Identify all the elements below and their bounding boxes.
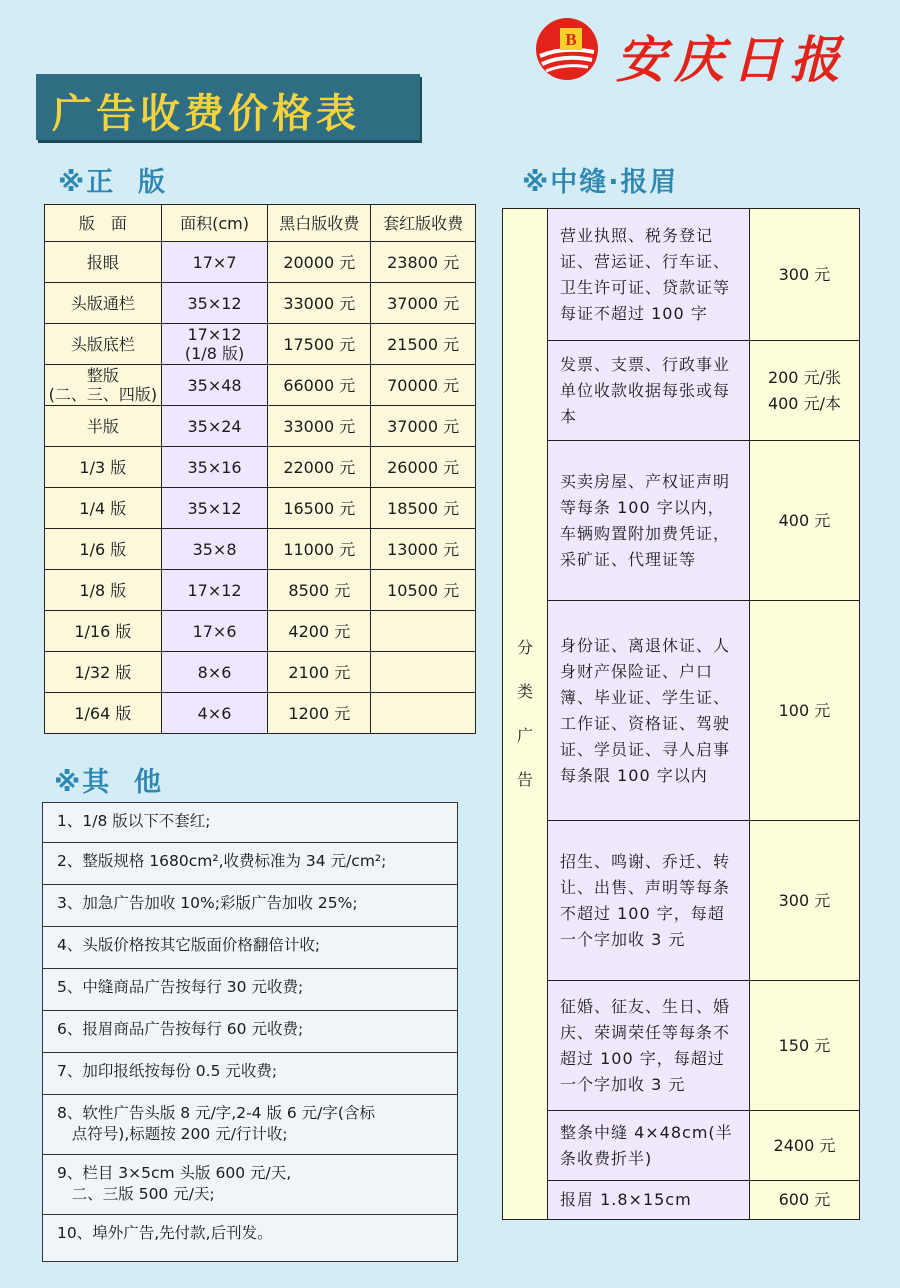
table-cell: 35×16: [161, 447, 268, 488]
ad-type-description: 营业执照、税务登记证、营运证、行车证、卫生许可证、贷款证等每证不超过 100 字: [548, 209, 750, 341]
table-cell: 33000 元: [268, 283, 371, 324]
table-cell: 26000 元: [371, 447, 476, 488]
table-cell: 17×12: [161, 570, 268, 611]
ad-type-description: 身份证、离退休证、人身财产保险证、户口簿、毕业证、学生证、工作证、资格证、驾驶证、学员证、寻人启事每条限 100 字以内: [548, 601, 750, 821]
table-cell: 37000 元: [371, 406, 476, 447]
table-row: [45, 283, 476, 324]
table-row: [503, 1181, 860, 1220]
table-row: [45, 447, 476, 488]
list-item: 8、软性广告头版 8 元/字,2-4 版 6 元/字(含标 点符号),标题按 200 元/行计收;: [43, 1095, 457, 1155]
table-row: [503, 341, 860, 441]
table-cell: 17×12 (1/8 版): [161, 324, 268, 365]
other-notes-list: [42, 802, 458, 1262]
table-cell: 22000 元: [268, 447, 371, 488]
table-cell: 头版通栏: [45, 283, 162, 324]
table-cell: 1/16 版: [45, 611, 162, 652]
ad-price: 150 元: [749, 981, 859, 1111]
table-cell: 23800 元: [371, 242, 476, 283]
table-cell: 35×24: [161, 406, 268, 447]
table-row: [45, 365, 476, 406]
table-row: [503, 441, 860, 601]
svg-text:B: B: [565, 30, 577, 49]
ad-price: 100 元: [749, 601, 859, 821]
table-row: [503, 601, 860, 821]
category-label-text: 分 类 广 告: [516, 638, 533, 789]
table-row: [45, 488, 476, 529]
ad-price: 200 元/张 400 元/本: [749, 341, 859, 441]
table-cell: 10500 元: [371, 570, 476, 611]
table-cell: 1/6 版: [45, 529, 162, 570]
table-cell: [371, 693, 476, 734]
table-row: [45, 242, 476, 283]
table-cell: 1200 元: [268, 693, 371, 734]
table-cell: 1/32 版: [45, 652, 162, 693]
main-price-table: [44, 204, 476, 734]
section-heading-other: ※其 他: [54, 767, 164, 798]
table-cell: 11000 元: [268, 529, 371, 570]
column-header: 套红版收费: [371, 205, 476, 242]
table-cell: 报眼: [45, 242, 162, 283]
table-row: [45, 611, 476, 652]
page-title: 广告收费价格表: [52, 91, 360, 137]
category-label: [503, 209, 548, 1220]
table-row: [45, 406, 476, 447]
table-cell: 66000 元: [268, 365, 371, 406]
table-row: [503, 1111, 860, 1181]
table-cell: 17×6: [161, 611, 268, 652]
ad-type-description: 买卖房屋、产权证声明等每条 100 字以内，车辆购置附加费凭证，采矿证、代理证等: [548, 441, 750, 601]
table-row: [45, 529, 476, 570]
table-cell: 17×7: [161, 242, 268, 283]
table-cell: [371, 652, 476, 693]
table-cell: 1/3 版: [45, 447, 162, 488]
list-item: 7、加印报纸按每份 0.5 元收费;: [43, 1053, 457, 1095]
ad-price: 600 元: [749, 1181, 859, 1220]
section-heading-main: ※正 版: [58, 167, 168, 198]
list-item: 9、栏目 3×5cm 头版 600 元/天, 二、三版 500 元/天;: [43, 1155, 457, 1215]
table-cell: 1/64 版: [45, 693, 162, 734]
table-cell: 35×48: [161, 365, 268, 406]
list-item: 1、1/8 版以下不套红;: [43, 803, 457, 843]
ad-price: 400 元: [749, 441, 859, 601]
list-item: 6、报眉商品广告按每行 60 元收费;: [43, 1011, 457, 1053]
table-cell: 4×6: [161, 693, 268, 734]
table-row: [45, 570, 476, 611]
table-cell: 整版 (二、三、四版): [45, 365, 162, 406]
ad-type-description: 招生、鸣谢、乔迁、转让、出售、声明等每条不超过 100 字，每超一个字加收 3 元: [548, 821, 750, 981]
table-cell: 4200 元: [268, 611, 371, 652]
table-cell: 35×8: [161, 529, 268, 570]
list-item: 5、中缝商品广告按每行 30 元收费;: [43, 969, 457, 1011]
table-row: [45, 652, 476, 693]
table-cell: 头版底栏: [45, 324, 162, 365]
newspaper-emblem-icon: [534, 16, 600, 82]
column-header: 面积(cm): [161, 205, 268, 242]
table-cell: 35×12: [161, 283, 268, 324]
classified-price-table: [502, 208, 860, 1220]
ad-type-description: 发票、支票、行政事业单位收款收据每张或每本: [548, 341, 750, 441]
table-cell: 半版: [45, 406, 162, 447]
table-cell: 8500 元: [268, 570, 371, 611]
ad-type-description: 整条中缝 4×48cm(半条收费折半): [548, 1111, 750, 1181]
table-cell: 2100 元: [268, 652, 371, 693]
ad-price: 2400 元: [749, 1111, 859, 1181]
table-cell: 37000 元: [371, 283, 476, 324]
table-cell: 1/8 版: [45, 570, 162, 611]
table-cell: 20000 元: [268, 242, 371, 283]
table-cell: 18500 元: [371, 488, 476, 529]
table-cell: 35×12: [161, 488, 268, 529]
table-row: [45, 693, 476, 734]
column-header: 黑白版收费: [268, 205, 371, 242]
list-item: 4、头版价格按其它版面价格翻倍计收;: [43, 927, 457, 969]
newspaper-logo: [534, 16, 854, 89]
table-row: [503, 209, 860, 341]
table-cell: 8×6: [161, 652, 268, 693]
table-cell: 33000 元: [268, 406, 371, 447]
table-cell: 16500 元: [268, 488, 371, 529]
table-cell: 1/4 版: [45, 488, 162, 529]
list-item: 3、加急广告加收 10%;彩版广告加收 25%;: [43, 885, 457, 927]
table-cell: 21500 元: [371, 324, 476, 365]
table-cell: 17500 元: [268, 324, 371, 365]
table-row: [45, 324, 476, 365]
list-item: 10、埠外广告,先付款,后刊发。: [57, 1224, 273, 1242]
column-header: 版 面: [45, 205, 162, 242]
table-header-row: [45, 205, 476, 242]
list-item: 2、整版规格 1680cm²,收费标准为 34 元/cm²;: [43, 843, 457, 885]
table-cell: 70000 元: [371, 365, 476, 406]
ad-price: 300 元: [749, 209, 859, 341]
table-row: [503, 981, 860, 1111]
table-cell: [371, 611, 476, 652]
table-cell: 13000 元: [371, 529, 476, 570]
ad-type-description: 报眉 1.8×15cm: [548, 1181, 750, 1220]
page-title-banner: [36, 74, 420, 140]
table-row: [503, 821, 860, 981]
section-heading-side: ※中缝·报眉: [522, 167, 679, 198]
newspaper-name: 安庆日报: [616, 30, 848, 89]
ad-type-description: 征婚、征友、生日、婚庆、荣调荣任等每条不超过 100 字，每超过一个字加收 3 元: [548, 981, 750, 1111]
ad-price: 300 元: [749, 821, 859, 981]
